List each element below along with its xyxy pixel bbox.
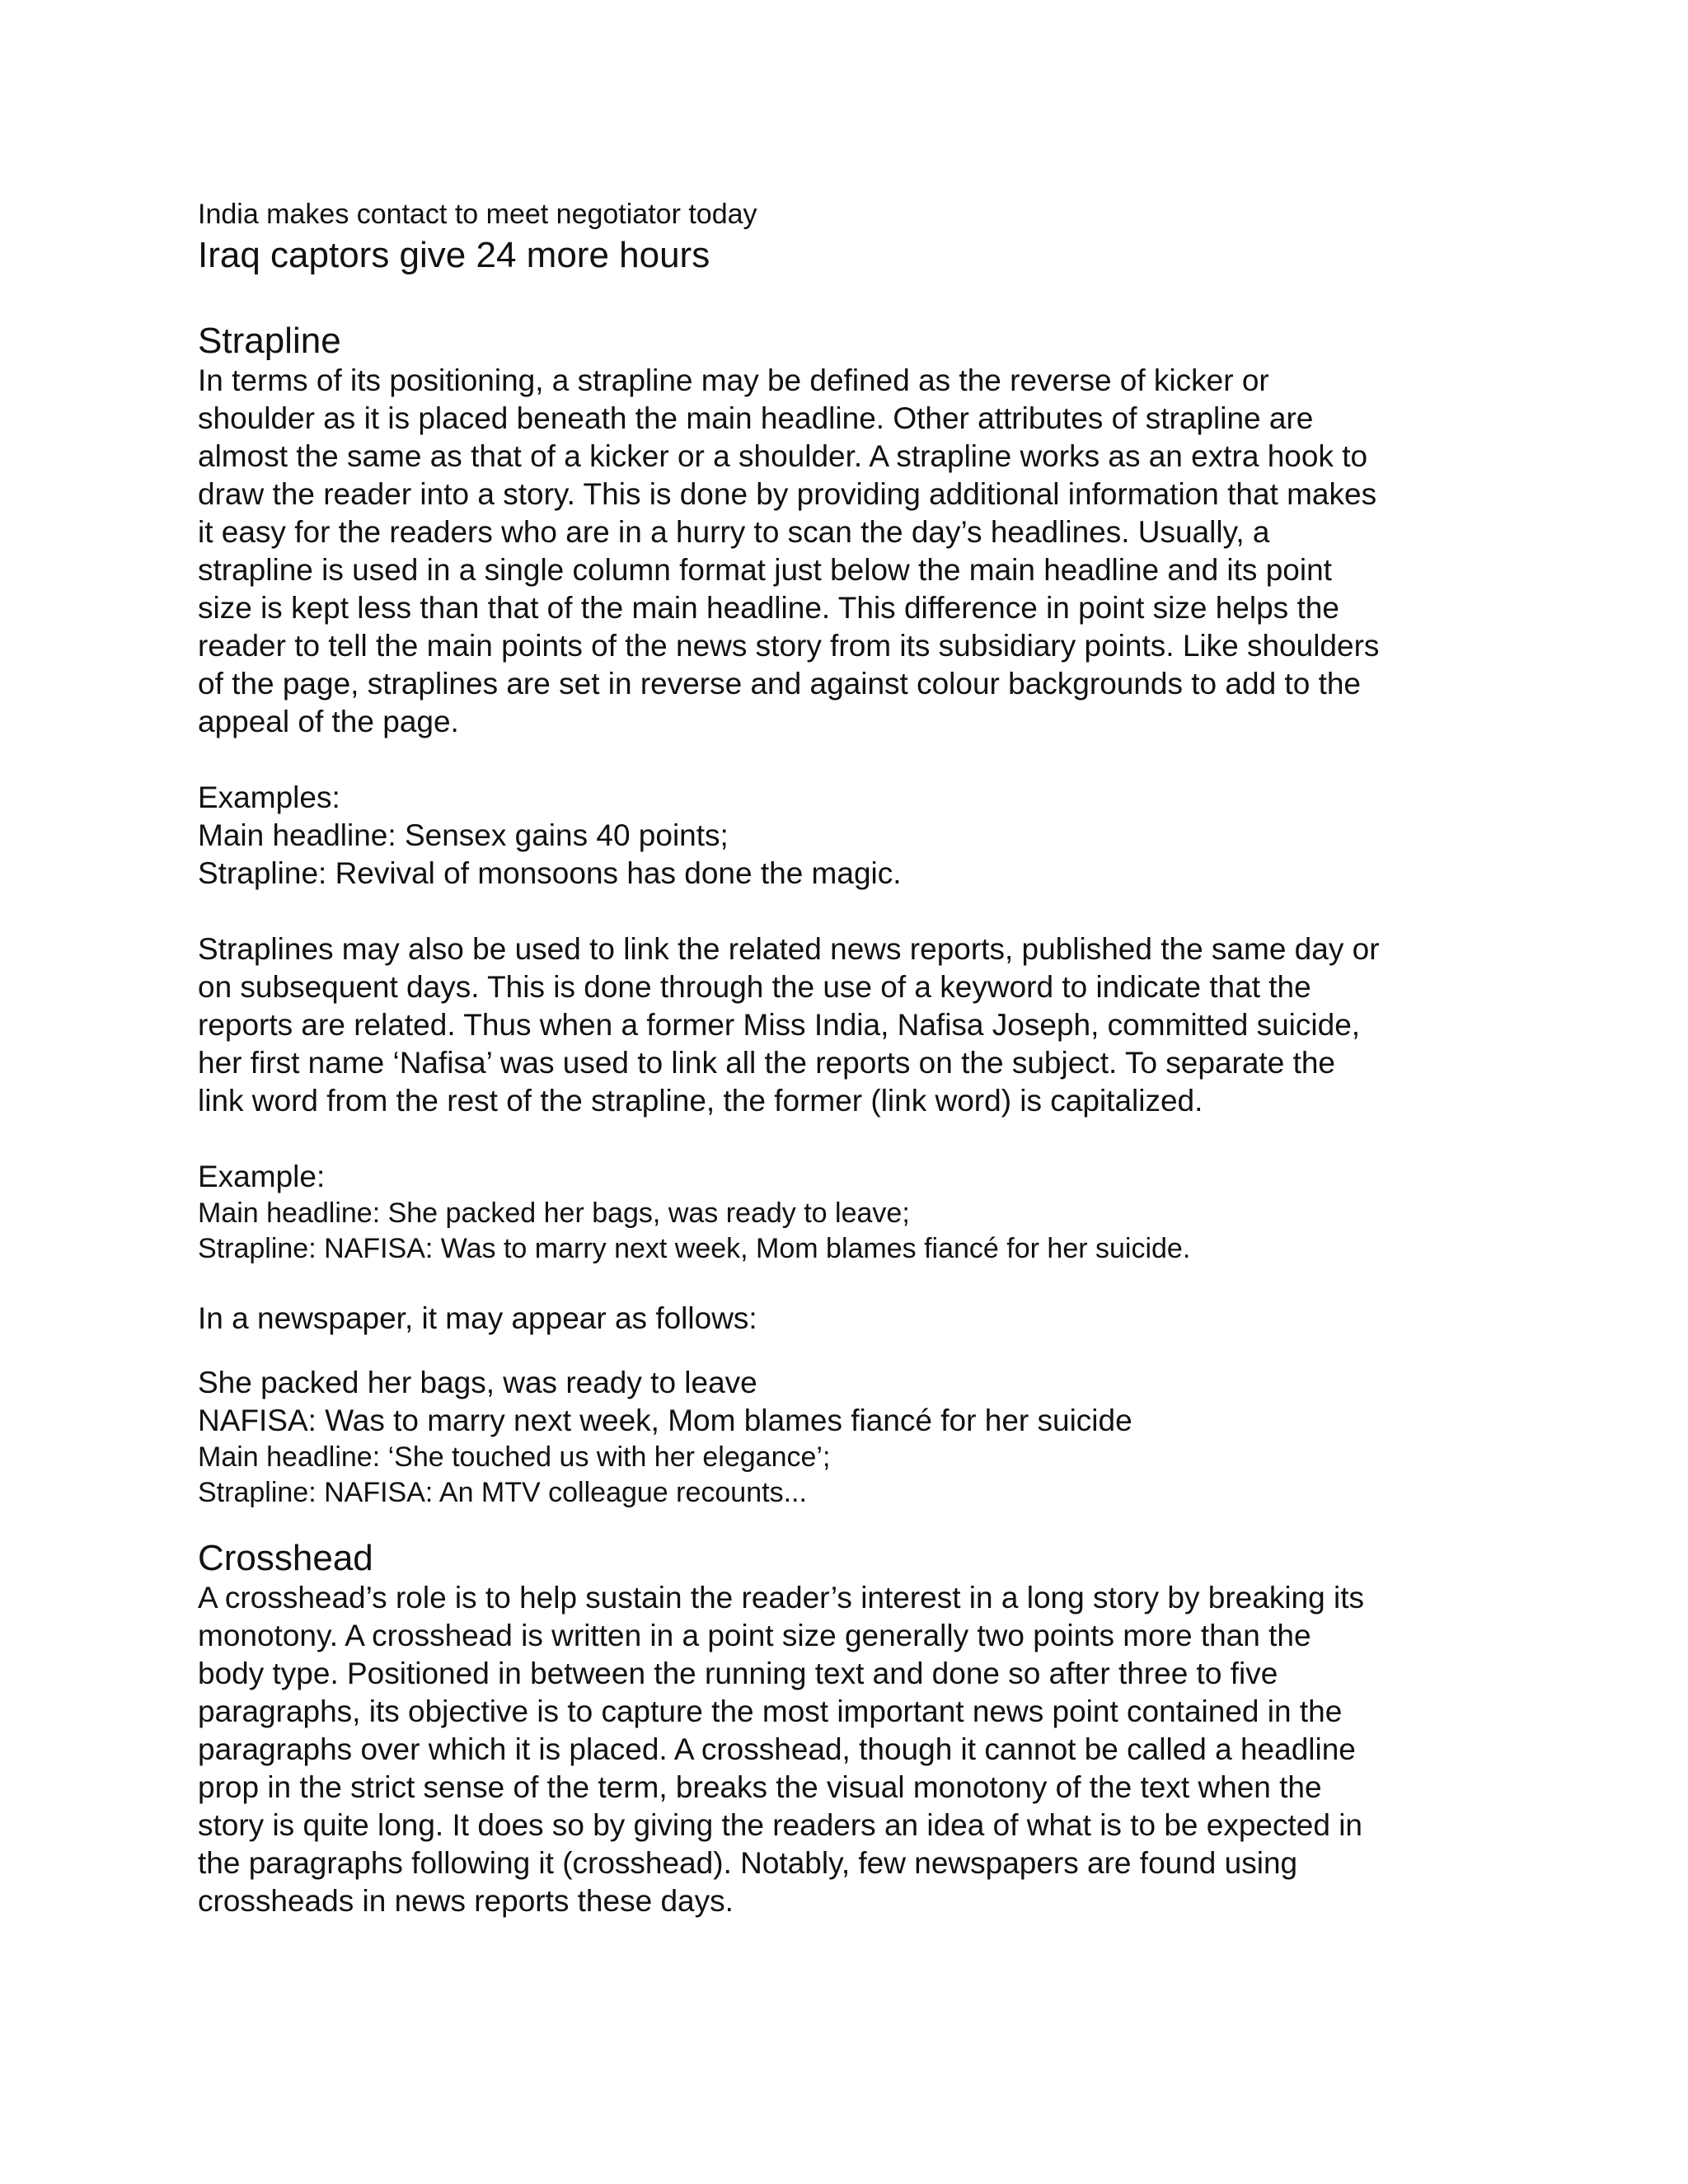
newspaper-strapline: NAFISA: Was to marry next week, Mom blames fiancé for her suicide — [198, 1404, 1132, 1437]
strapline-paragraph — [198, 362, 1500, 741]
example-label: Example: — [198, 1160, 326, 1193]
examples-label: Examples: — [198, 780, 340, 814]
section-title-strapline: Strapline — [198, 321, 341, 361]
paragraph-line: her first name ‘Nafisa’ was used to link all the reports on the subject. To separate the — [198, 1046, 1336, 1080]
paragraph-line: body type. Positioned in between the running text and done so after three to five — [198, 1657, 1278, 1690]
paragraph-line: strapline is used in a single column format just below the main headline and its point — [198, 553, 1332, 587]
newspaper-headline: She packed her bags, was ready to leave — [198, 1366, 757, 1399]
paragraph-line: story is quite long. It does so by giving the readers an idea of what is to be expected in — [198, 1808, 1363, 1842]
section-title-crosshead: Crosshead — [198, 1538, 373, 1578]
paragraph-line: on subsequent days. This is done through the use of a keyword to indicate that the — [198, 970, 1311, 1004]
crosshead-paragraph — [198, 1579, 1500, 1920]
newspaper-small-line: Main headline: ‘She touched us with her elegance’; — [198, 1441, 831, 1473]
paragraph-line: size is kept less than that of the main headline. This difference in point size helps the — [198, 591, 1339, 625]
nafisa-example-block — [198, 1158, 1500, 1267]
paragraph-line: appeal of the page. — [198, 705, 459, 738]
paragraph-line: almost the same as that of a kicker or a shoulder. A strapline works as an extra hook to — [198, 439, 1368, 473]
example-small-line: Strapline: NAFISA: Was to marry next week, Mom blames fiancé for her suicide. — [198, 1233, 1191, 1264]
paragraph-line: link word from the rest of the strapline, the former (link word) is capitalized. — [198, 1084, 1203, 1118]
kicker: India makes contact to meet negotiator today — [198, 199, 757, 230]
paragraph-line: monotony. A crosshead is written in a point size generally two points more than the — [198, 1619, 1311, 1652]
paragraph-line: prop in the strict sense of the term, breaks the visual monotony of the text when the — [198, 1770, 1322, 1804]
paragraph-line: paragraphs, its objective is to capture the most important news point contained in the — [198, 1694, 1343, 1728]
paragraph-line: In terms of its positioning, a strapline may be defined as the reverse of kicker or — [198, 363, 1269, 397]
paragraph-line: A crosshead’s role is to help sustain the reader’s interest in a long story by breaking its — [198, 1581, 1364, 1615]
paragraph-line: Straplines may also be used to link the related news reports, published the same day or — [198, 932, 1380, 966]
paragraph-line: reader to tell the main points of the news story from its subsidiary points. Like shoulders — [198, 629, 1380, 663]
newspaper-small-line: Strapline: NAFISA: An MTV colleague recounts... — [198, 1477, 807, 1508]
document-page — [198, 196, 1500, 1920]
paragraph-line: of the page, straplines are set in reverse and against colour backgrounds to add to the — [198, 667, 1362, 701]
example-small-line: Main headline: She packed her bags, was ready to leave; — [198, 1197, 910, 1229]
newspaper-sample — [198, 1364, 1500, 1511]
paragraph-line: paragraphs over which it is placed. A crosshead, though it cannot be called a headline — [198, 1732, 1356, 1766]
newspaper-intro: In a newspaper, it may appear as follows: — [198, 1301, 757, 1335]
paragraph-line: it easy for the readers who are in a hurry to scan the day’s headlines. Usually, a — [198, 515, 1270, 549]
paragraph-line: draw the reader into a story. This is done by providing additional information that makes — [198, 477, 1377, 511]
example-line: Strapline: Revival of monsoons has done the magic. — [198, 856, 902, 890]
headline: Iraq captors give 24 more hours — [198, 235, 710, 275]
paragraph-line: shoulder as it is placed beneath the main headline. Other attributes of strapline are — [198, 401, 1314, 435]
examples-block — [198, 779, 1500, 893]
link-paragraph — [198, 930, 1500, 1120]
paragraph-line: the paragraphs following it (crosshead). Notably, few newspapers are found using — [198, 1846, 1298, 1880]
paragraph-line: crossheads in news reports these days. — [198, 1884, 734, 1918]
paragraph-line: reports are related. Thus when a former Miss India, Nafisa Joseph, committed suicide, — [198, 1008, 1361, 1042]
example-line: Main headline: Sensex gains 40 points; — [198, 818, 729, 852]
